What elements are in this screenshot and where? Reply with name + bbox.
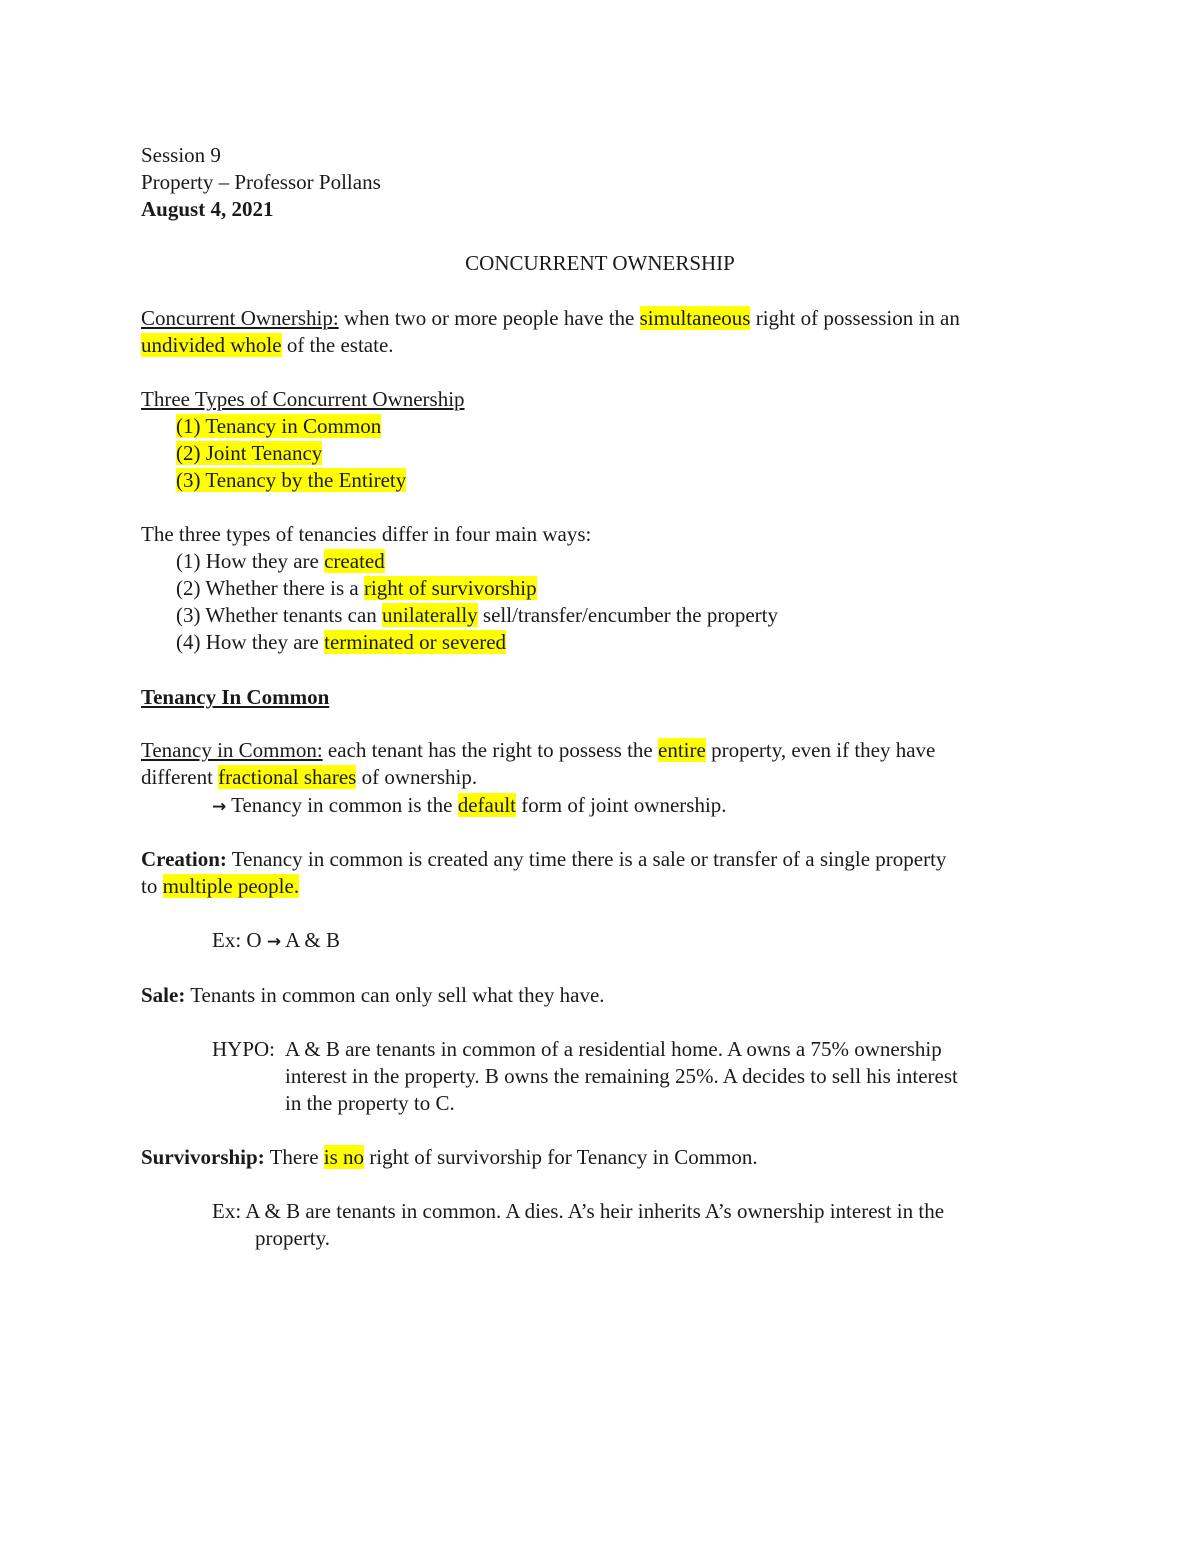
hypo-line-1: A & B are tenants in common of a residential home. A owns a 75% ownership — [285, 1037, 942, 1061]
list-item: (2) Joint Tenancy — [176, 441, 323, 465]
list-item: (4) How they are terminated or severed — [176, 630, 507, 654]
definition-line-2: undivided whole of the estate. — [141, 333, 394, 357]
section-heading-tic: Tenancy In Common — [141, 685, 330, 709]
list-item: (1) How they are created — [176, 549, 385, 573]
arrow-right-icon: → — [212, 797, 227, 817]
course-label: Property – Professor Pollans — [141, 170, 381, 194]
survivorship-example-line-1: Ex: A & B are tenants in common. A dies. A’s heir inherits A’s ownership interest in the — [212, 1199, 945, 1223]
hypo-line-2: interest in the property. B owns the remaining 25%. A decides to sell his interest — [285, 1064, 958, 1088]
differences-intro: The three types of tenancies differ in four main ways: — [141, 522, 592, 546]
tic-definition-line-1: Tenancy in Common: each tenant has the right to possess the entire property, even if they have — [141, 738, 936, 762]
tic-definition-line-2: different fractional shares of ownership. — [141, 765, 478, 789]
creation-line-2: to multiple people. — [141, 874, 300, 898]
arrow-right-icon: → — [266, 932, 282, 952]
types-heading: Three Types of Concurrent Ownership — [141, 387, 465, 411]
page-title: CONCURRENT OWNERSHIP — [465, 251, 735, 275]
tic-term: Tenancy in Common: — [141, 738, 323, 762]
sale-label: Sale: — [141, 983, 186, 1007]
list-item: (2) Whether there is a right of survivorship — [176, 576, 537, 600]
survivorship-label: Survivorship: — [141, 1145, 265, 1169]
highlight: undivided whole — [141, 333, 282, 357]
highlight: simultaneous — [639, 306, 751, 330]
definition-term: Concurrent Ownership: — [141, 306, 339, 330]
hypo-line-3: in the property to C. — [285, 1091, 455, 1115]
survivorship-line: Survivorship: There is no right of survivorship for Tenancy in Common. — [141, 1145, 758, 1169]
hypo-label: HYPO: — [212, 1037, 276, 1061]
sale-line: Sale: Tenants in common can only sell what they have. — [141, 983, 605, 1007]
creation-label: Creation: — [141, 847, 227, 871]
creation-line-1: Creation: Tenancy in common is created any time there is a sale or transfer of a single property — [141, 847, 947, 871]
survivorship-example-line-2: property. — [255, 1226, 331, 1250]
list-item: (3) Whether tenants can unilaterally sell/transfer/encumber the property — [176, 603, 778, 627]
tic-note: → Tenancy in common is the default form of joint ownership. — [212, 793, 727, 817]
definition-line-1: Concurrent Ownership: when two or more people have the simultaneous right of possession in an — [141, 306, 960, 330]
date-label: August 4, 2021 — [141, 197, 274, 221]
session-label: Session 9 — [141, 143, 221, 167]
list-item: (1) Tenancy in Common — [176, 414, 382, 438]
list-item: (3) Tenancy by the Entirety — [176, 468, 407, 492]
creation-example: Ex: O → A & B — [212, 928, 341, 952]
